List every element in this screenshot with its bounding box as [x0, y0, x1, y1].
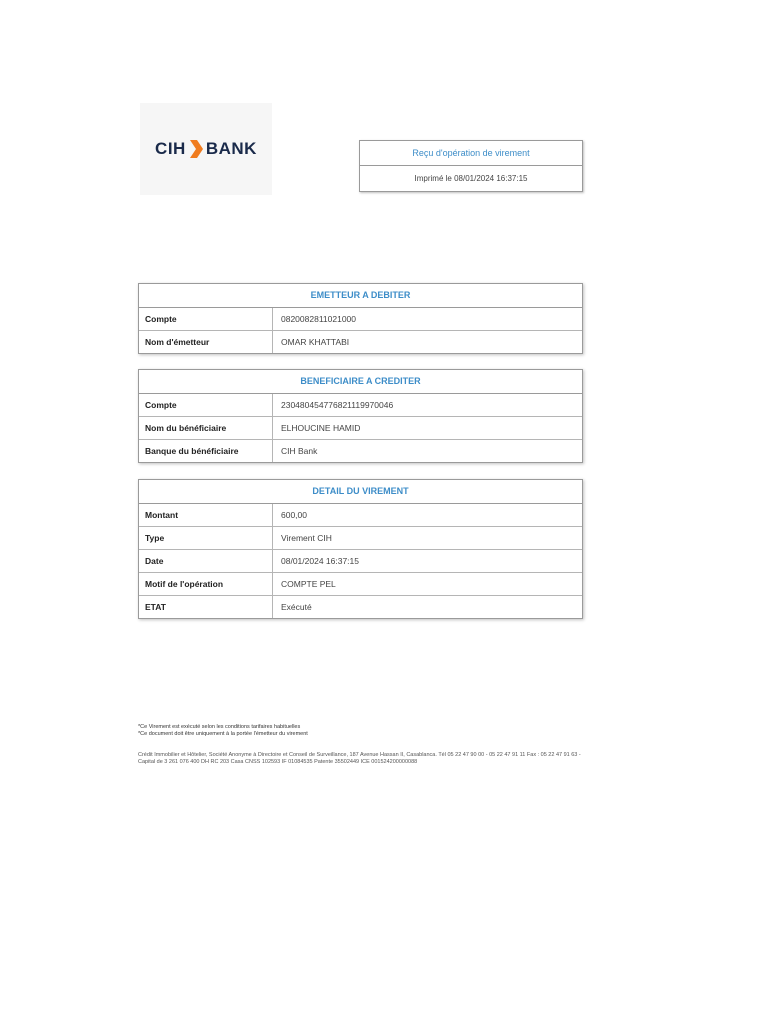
- row-value: CIH Bank: [281, 446, 318, 456]
- disclaimer-notes: [138, 724, 588, 738]
- row-label: ETAT: [139, 596, 273, 618]
- row-value: COMPTE PEL: [281, 579, 336, 589]
- row-value: ELHOUCINE HAMID: [281, 423, 361, 433]
- receipt-header-box: [359, 140, 583, 192]
- logo-text-bank: BANK: [205, 139, 257, 158]
- bank-logo: [140, 103, 272, 195]
- beneficiary-section: [138, 369, 583, 463]
- row-value: 0820082811021000: [281, 314, 357, 324]
- row-label: Nom d'émetteur: [139, 331, 273, 353]
- row-label: Banque du bénéficiaire: [139, 440, 273, 462]
- row-value: OMAR KHATTABI: [281, 337, 350, 347]
- row-label: Date: [139, 550, 273, 572]
- printed-date: Imprimé le 08/01/2024 16:37:15: [414, 174, 528, 183]
- chevron-logo-icon: [188, 139, 204, 159]
- row-label: Type: [139, 527, 273, 549]
- row-value: Virement CIH: [281, 533, 332, 543]
- row-label: Compte: [139, 394, 273, 416]
- logo-text-cih: CIH: [155, 139, 186, 158]
- beneficiary-row-name: [139, 417, 582, 440]
- emitter-row-name: [139, 331, 582, 353]
- row-value: Exécuté: [281, 602, 312, 612]
- disclaimer-line: *Ce Virement est exécuté selon les conditions tarifaires habituelles: [138, 724, 301, 730]
- transfer-detail-section-title: DETAIL DU VIREMENT: [139, 480, 582, 504]
- beneficiary-row-account: [139, 394, 582, 417]
- emitter-row-account: [139, 308, 582, 331]
- row-value: 230480454776821119970046: [281, 400, 394, 410]
- row-label: Motif de l'opération: [139, 573, 273, 595]
- row-value: 08/01/2024 16:37:15: [281, 556, 359, 566]
- detail-row-date: [139, 550, 582, 573]
- receipt-title: Reçu d'opération de virement: [360, 141, 582, 166]
- logo-wordmark: [155, 139, 257, 159]
- beneficiary-row-bank: [139, 440, 582, 462]
- legal-footer: Crédit Immobilier et Hôtelier, Société Anonyme à Directoire et Conseil de Surveillance, 187 Avenue Hassan II, Casablanca. Tél 05 22 47 90 00 - 05 22 47 91 11 Fax : 05 22 47 91 63 - Capital de 3 261 076 400 DH RC 203 Casa CNSS 102593 IF 01084535 Patente 35502449 ICE 001524200000088: [138, 752, 581, 765]
- emitter-section: [138, 283, 583, 354]
- row-label: Montant: [139, 504, 273, 526]
- row-value: 600,00: [281, 510, 307, 520]
- row-label: Compte: [139, 308, 273, 330]
- detail-row-type: [139, 527, 582, 550]
- disclaimer-line: *Ce document doit être uniquement à la portée l'émetteur du virement: [138, 731, 308, 737]
- row-label: Nom du bénéficiaire: [139, 417, 273, 439]
- detail-row-status: [139, 596, 582, 618]
- transfer-detail-section: [138, 479, 583, 619]
- detail-row-amount: [139, 504, 582, 527]
- detail-row-reason: [139, 573, 582, 596]
- emitter-section-title: EMETTEUR A DEBITER: [139, 284, 582, 308]
- beneficiary-section-title: BENEFICIAIRE A CREDITER: [139, 370, 582, 394]
